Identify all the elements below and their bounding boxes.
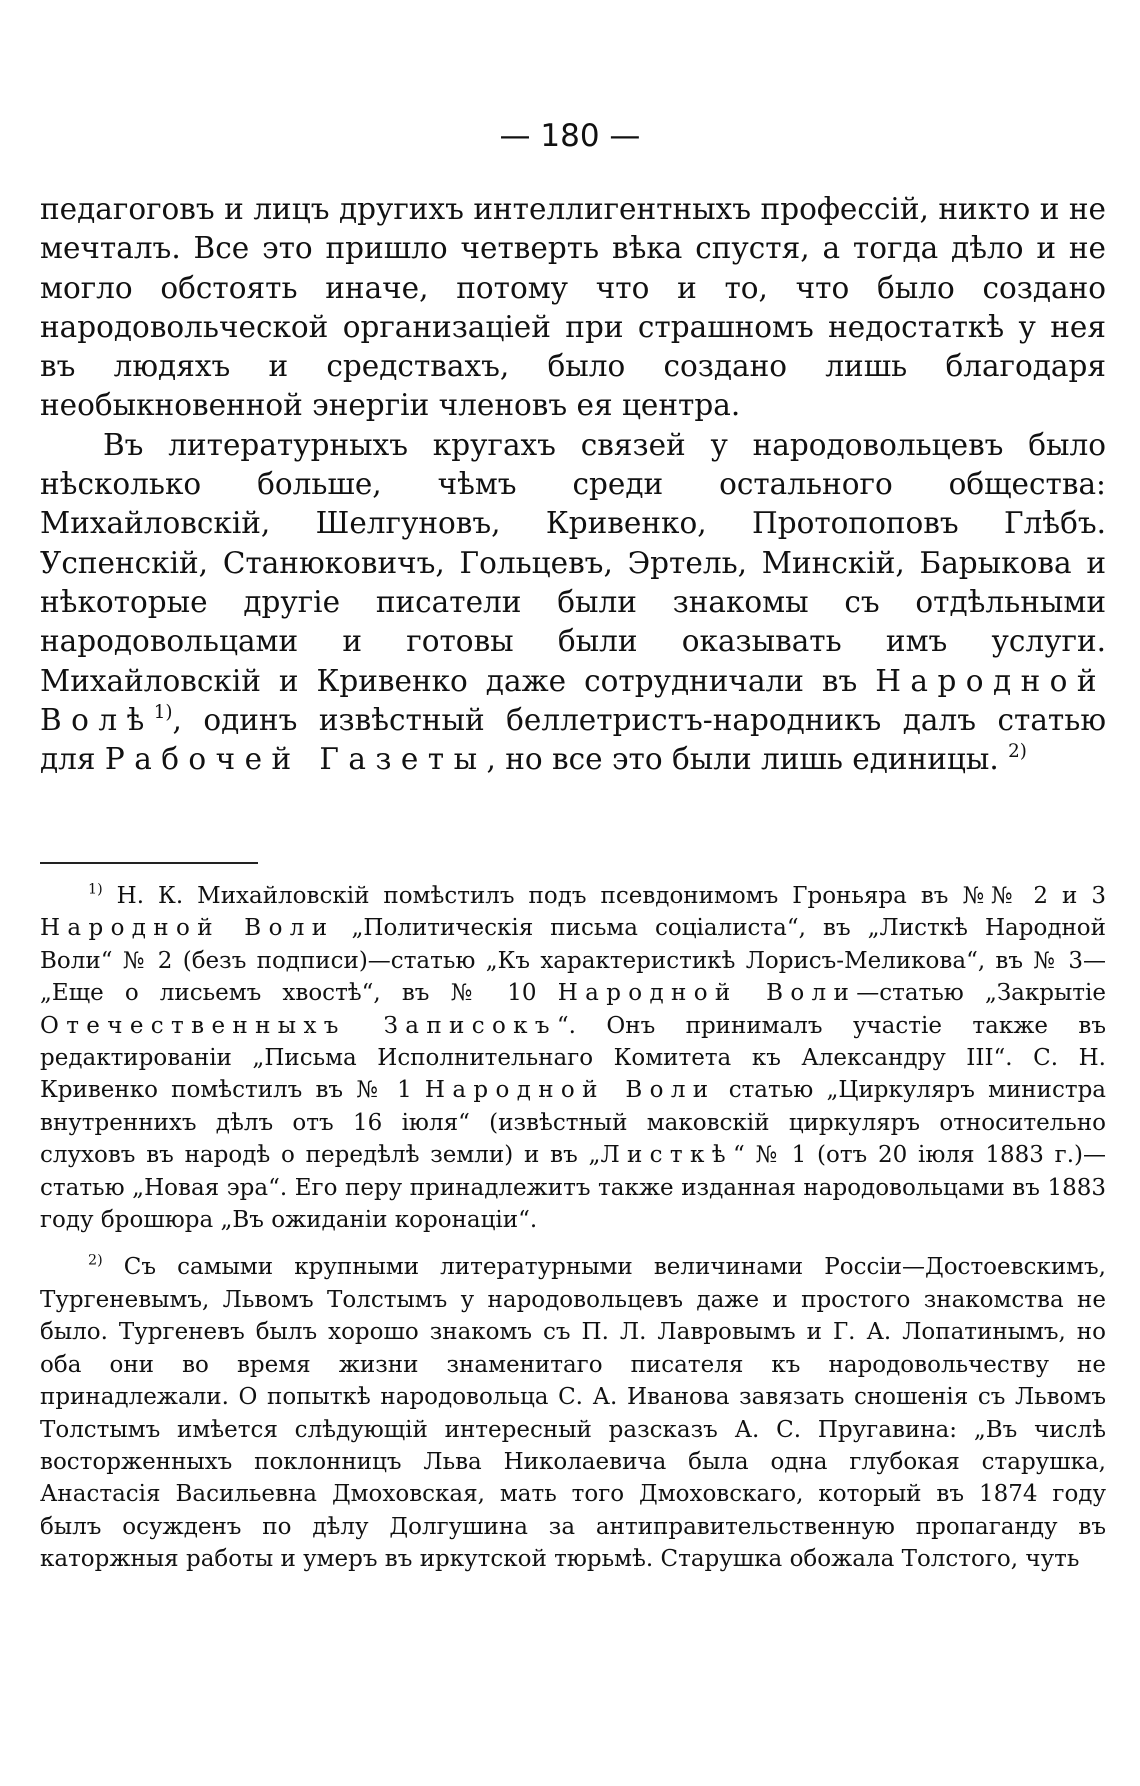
footnote-ref-1[interactable]: 1) — [153, 701, 173, 723]
page-number: — 180 — — [499, 118, 641, 154]
footnote-1-text-k: “ № 1 (отъ 20 іюля 1883 г.)—статью „Новая эра“. Его перу принадлежитъ также изданная народовольцами въ 1883 году брошюра „Въ ожиданіи коронаціи“. — [40, 1142, 1106, 1234]
footnote-ref-2[interactable]: 2) — [1008, 741, 1027, 763]
footnote-1-marker: 1) — [88, 881, 103, 898]
title-narodnaya-volya: Народной Волѣ — [40, 663, 1106, 737]
footnote-2 — [40, 1251, 1106, 1575]
footnote-1-title-d: Народной Воли — [424, 1077, 716, 1104]
footnote-1-text-g: “. Онъ принималъ участіе также въ редактированіи „Письма Исполнительнаго Комитета къ Александру III“. С. Н. Кривенко помѣстилъ въ № 1 — [40, 1012, 1106, 1104]
main-text — [40, 190, 1106, 779]
footnote-1-title-b: Народной Воли — [557, 980, 857, 1007]
footnote-2-text: Съ самыми крупными литературными величинами Россіи—Достоевскимъ, Тургеневымъ, Львомъ Толстымъ у народовольцевъ даже и простого знакомства не было. Тургеневъ былъ хорошо знакомъ съ П. Л. Лавровымъ и Г. А. Лопатинымъ, но оба они во время жизни знаменитаго писателя къ народовольчеству не принадлежали. О попыткѣ народовольца С. А. Иванова завязать сношенія съ Львомъ Толстымъ имѣется слѣдующій интересный разсказъ А. С. Пругавина: „Въ числѣ восторженныхъ поклонницъ Льва Николаевича была одна глубокая старушка, Анастасія Васильевна Дмоховская, мать того Дмоховскаго, который въ 1874 году былъ осужденъ по дѣлу Долгушина за антиправительственную пропаганду въ каторжныя работы и умеръ въ иркутской тюрьмѣ. Старушка обожала Толстого, чуть — [40, 1254, 1106, 1573]
footnotes — [40, 880, 1106, 1576]
footnote-1-title-c: Отечественныхъ Записокъ — [40, 1012, 557, 1039]
footnote-divider — [40, 862, 258, 864]
paragraph-2-text-a: Въ литературныхъ кругахъ связей у народовольцевъ было нѣсколько больше, чѣмъ среди остального общества: Михайловскій, Шелгуновъ, Кривенко, Протопоповъ Глѣбъ. Успенскій, Станюковичъ, Гольцевъ, Эртель, Минскій, Барыкова и нѣкоторые другіе писатели были знакомы съ отдѣльными народовольцами и готовы были оказывать имъ услуги. Михайловскій и Кривенко даже сотрудничали въ — [40, 427, 1106, 698]
title-rabochaya-gazeta: Рабочей Газеты — [104, 742, 487, 777]
paragraph-2-text-c: , одинъ извѣстный беллетристъ-народникъ далъ статью для — [40, 702, 1106, 777]
paragraph-2 — [40, 426, 1106, 780]
paragraph-1: педагоговъ и лицъ другихъ интеллигентныхъ профессій, никто и не мечталъ. Все это пришло четверть вѣка спустя, а тогда дѣло и не могло обстоять иначе, потому что и то, что было создано народовольческой организаціей при страшномъ недостаткѣ у нея въ людяхъ и средствахъ, было создано лишь благодаря необыкновенной энергіи членовъ ея центра. — [40, 192, 1106, 423]
footnote-1-text-c: „Политическія письма соціалиста“, въ „Листкѣ Народной Воли“ № 2 (безъ подписи)—статью „Къ характеристикѣ Лорисъ-Меликова“, въ № 3—„Еще о лисьемъ хвостѣ“, въ № 10 — [40, 915, 1106, 1007]
footnote-1 — [40, 880, 1106, 1236]
footnote-1-title-e: Листкѣ — [600, 1142, 733, 1169]
footnote-1-title-a: Народной Воли — [40, 915, 335, 942]
footnote-2-marker: 2) — [88, 1253, 103, 1270]
footnote-1-text-i: статью „Циркуляръ министра внутреннихъ дѣлъ отъ 16 іюля“ (извѣстный маковскій циркуляръ относительно слуховъ въ народѣ о передѣлѣ земли) и въ „ — [40, 1077, 1107, 1169]
footnote-1-text-a: Н. К. Михайловскій помѣстилъ подъ псевдонимомъ Гроньяра въ №№ 2 и 3 — [116, 883, 1107, 909]
footnote-1-text-e: —статью „Закрытіе — [856, 980, 1106, 1007]
paragraph-2-text-e: , но все это были лишь единицы. — [486, 742, 999, 777]
